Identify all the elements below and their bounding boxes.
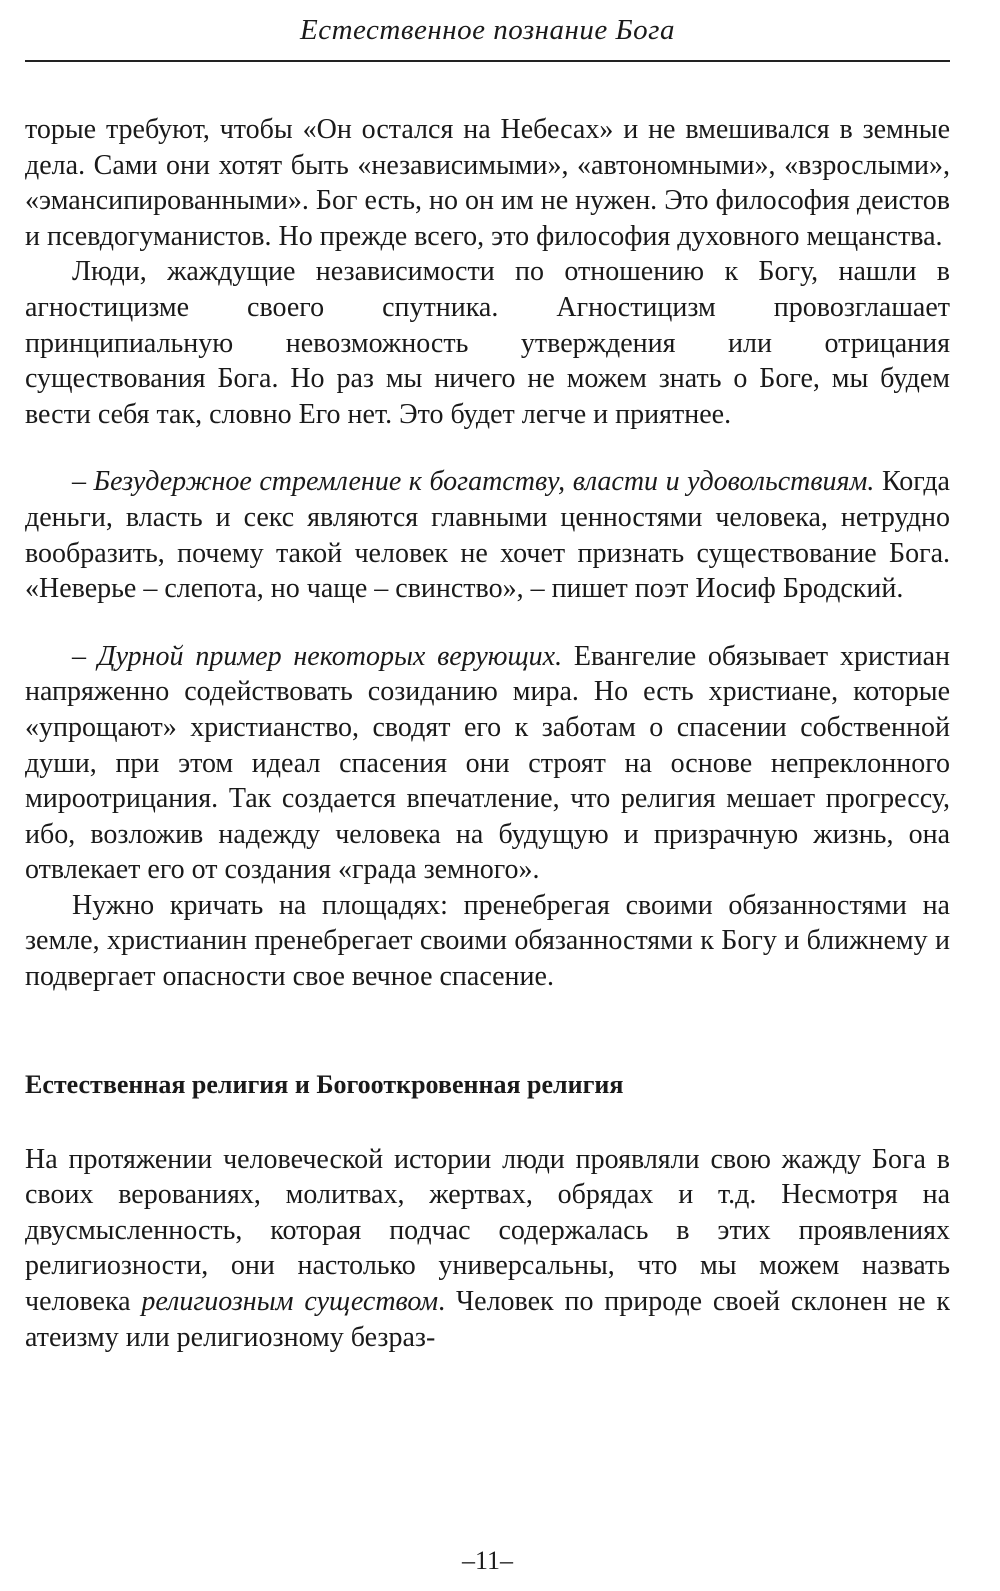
paragraph-1: торые требуют, чтобы «Он остался на Небесах» и не вмешивался в земные дела. Сами они хотят быть «независимыми», «автономными», «взрослыми», «эмансипированными». Бог есть, но он им не нужен. Это философия деистов и псевдогуманистов. Но прежде всего, это философия духовного мещанства. — [25, 114, 950, 252]
paragraph-3-lead: – Безудержное стремление к богатству, власти и удовольствиям. — [72, 466, 875, 498]
page-number: –11– — [461, 1546, 514, 1575]
paragraph-3 — [25, 464, 950, 606]
body-text — [25, 112, 950, 1355]
book-page — [25, 0, 950, 1591]
section-paragraph — [25, 1142, 950, 1356]
running-head: Естественное познание Бога — [300, 14, 675, 46]
paragraph-3-text: Когда деньги, власть и секс являются главными ценностями человека, нетрудно вообразить, почему такой человек не хочет признать существование Бога. «Неверье – слепота, но чаще – свинство», – пишет поэт Иосиф Бродский. — [25, 466, 950, 605]
paragraph-4-text: Евангелие обязывает христиан напряженно содействовать созиданию мира. Но есть христиане, которые «упрощают» христианство, сводят его к заботам о спасении собственной души, при этом идеал спасения они строят на основе непреклонного мироотрицания. Так создается впечатление, что религия мешает прогрессу, ибо, возложив надежду человека на будущую и призрачную жизнь, она отвлекает его от создания «града земного». — [25, 640, 950, 886]
paragraph-2: Люди, жаждущие независимости по отношению к Богу, нашли в агностицизме своего спутника. Агностицизм провозглашает принципиальную невозможность утверждения или отрицания существования Бога. Но раз мы ничего не можем знать о Боге, мы будем вести себя так, словно Его нет. Это будет легче и приятнее. — [25, 256, 950, 430]
paragraph-4-lead: – Дурной пример некоторых верующих. — [72, 640, 563, 672]
section-heading: Естественная религия и Богооткровенная религия — [25, 1069, 624, 1099]
paragraph-4 — [25, 639, 950, 888]
section-paragraph-emphasis: религиозным существом — [141, 1286, 439, 1318]
section-paragraph-text-2: . Человек по природе своей склонен не к атеизму или религиозному безраз- — [25, 1286, 950, 1353]
header-rule — [25, 60, 950, 62]
section-paragraph-text-1: На протяжении человеческой истории люди проявляли свою жажду Бога в своих верованиях, молитвах, жертвах, обрядах и т.д. Несмотря на двусмысленность, которая подчас содержалась в этих проявлениях религиозности, они настолько универсальны, что мы можем назвать человека — [25, 1143, 950, 1318]
paragraph-5: Нужно кричать на площадях: пренебрегая своими обязанностями на земле, христианин пренебрегает своими обязанностями к Богу и ближнему и подвергает опасности свое вечное спасение. — [25, 889, 950, 993]
